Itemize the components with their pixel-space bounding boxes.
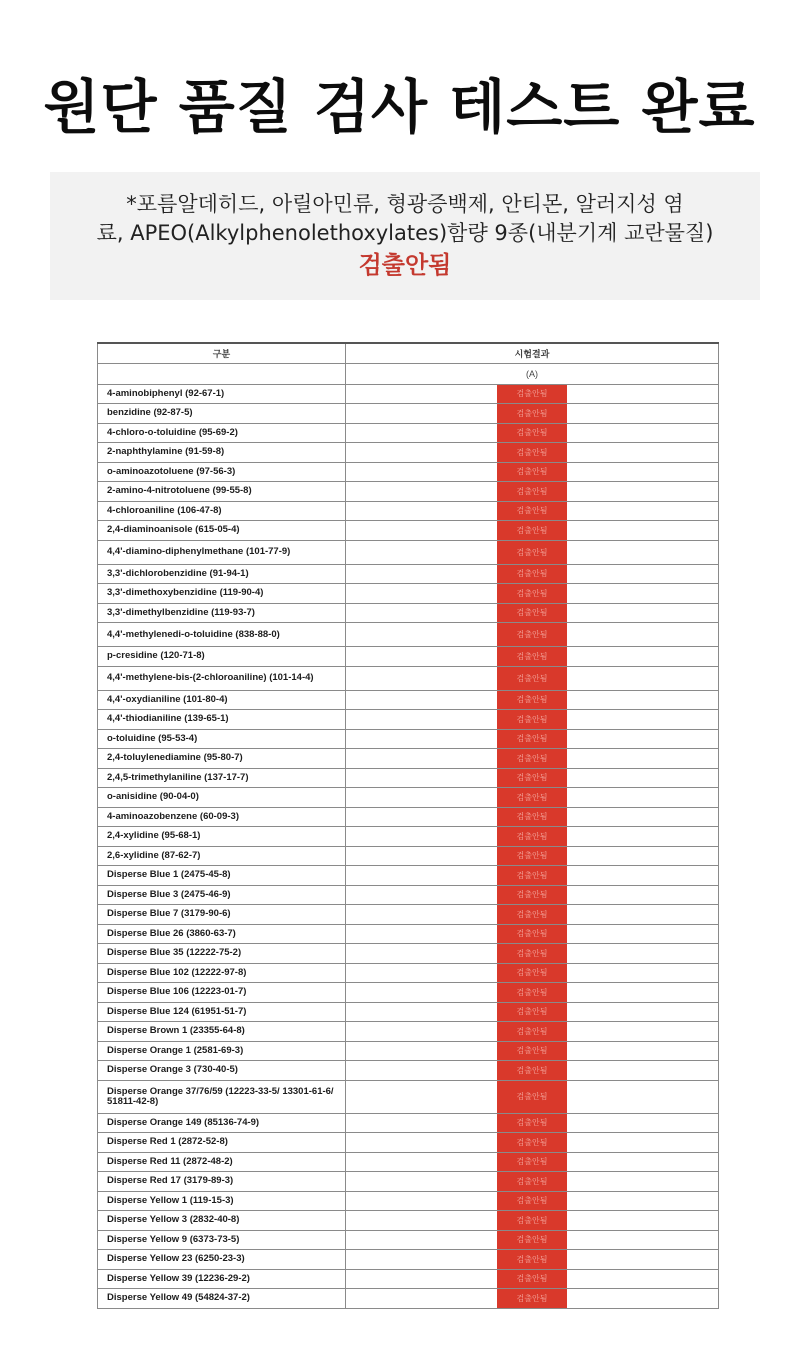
not-detected-badge: 검출안됨 xyxy=(497,1061,567,1081)
table-row xyxy=(98,1133,719,1153)
substance-name: 4,4'-methylene-bis-(2-chloroaniline) (101-14-4) xyxy=(98,666,346,690)
table-row xyxy=(98,1022,719,1042)
substance-name: Disperse Blue 106 (12223-01-7) xyxy=(98,983,346,1003)
result-cell xyxy=(346,905,719,925)
result-cell xyxy=(346,1289,719,1309)
test-results-table xyxy=(97,342,719,1309)
substance-name: Disperse Blue 35 (12222-75-2) xyxy=(98,944,346,964)
not-detected-badge: 검출안됨 xyxy=(497,905,567,925)
table-row xyxy=(98,1080,719,1113)
substance-name: Disperse Blue 3 (2475-46-9) xyxy=(98,885,346,905)
result-cell xyxy=(346,768,719,788)
table-row xyxy=(98,710,719,730)
substance-name: 4-chloroaniline (106-47-8) xyxy=(98,501,346,521)
table-row xyxy=(98,443,719,463)
not-detected-badge: 검출안됨 xyxy=(497,1152,567,1172)
substance-name: 3,3'-dimethylbenzidine (119-93-7) xyxy=(98,603,346,623)
substance-name: Disperse Blue 26 (3860-63-7) xyxy=(98,924,346,944)
not-detected-badge: 검출안됨 xyxy=(497,584,567,604)
notice-result: 검출안됨 xyxy=(358,251,452,279)
table-row xyxy=(98,885,719,905)
table-row xyxy=(98,1113,719,1133)
result-cell xyxy=(346,983,719,1003)
not-detected-badge: 검출안됨 xyxy=(497,1230,567,1250)
substance-name: Disperse Orange 3 (730-40-5) xyxy=(98,1061,346,1081)
not-detected-badge: 검출안됨 xyxy=(497,443,567,463)
not-detected-badge: 검출안됨 xyxy=(497,521,567,541)
not-detected-badge: 검출안됨 xyxy=(497,623,567,647)
substance-name: 2,4,5-trimethylaniline (137-17-7) xyxy=(98,768,346,788)
result-cell xyxy=(346,807,719,827)
result-cell xyxy=(346,846,719,866)
test-report-document xyxy=(97,342,718,1304)
not-detected-badge: 검출안됨 xyxy=(497,1172,567,1192)
table-row xyxy=(98,1061,719,1081)
substance-name: 4,4'-diamino-diphenylmethane (101-77-9) xyxy=(98,540,346,564)
notice-line-1: *포름알데히드, 아릴아민류, 형광증백제, 안티몬, 알러지성 염 xyxy=(126,192,684,216)
result-cell xyxy=(346,462,719,482)
substance-name: Disperse Yellow 23 (6250-23-3) xyxy=(98,1250,346,1270)
result-cell xyxy=(346,603,719,623)
result-cell xyxy=(346,729,719,749)
result-cell xyxy=(346,788,719,808)
not-detected-badge: 검출안됨 xyxy=(497,647,567,667)
table-row xyxy=(98,1172,719,1192)
result-cell xyxy=(346,885,719,905)
not-detected-badge: 검출안됨 xyxy=(497,482,567,502)
substance-name: Disperse Orange 1 (2581-69-3) xyxy=(98,1041,346,1061)
not-detected-badge: 검출안됨 xyxy=(497,963,567,983)
substance-name: Disperse Yellow 39 (12236-29-2) xyxy=(98,1269,346,1289)
not-detected-badge: 검출안됨 xyxy=(497,924,567,944)
substance-name: o-toluidine (95-53-4) xyxy=(98,729,346,749)
not-detected-badge: 검출안됨 xyxy=(497,1002,567,1022)
substance-name: Disperse Orange 149 (85136-74-9) xyxy=(98,1113,346,1133)
result-cell xyxy=(346,647,719,667)
result-cell xyxy=(346,1211,719,1231)
not-detected-badge: 검출안됨 xyxy=(497,846,567,866)
table-row xyxy=(98,603,719,623)
substance-name: 2-naphthylamine (91-59-8) xyxy=(98,443,346,463)
table-row xyxy=(98,540,719,564)
not-detected-badge: 검출안됨 xyxy=(497,423,567,443)
substance-name: Disperse Blue 102 (12222-97-8) xyxy=(98,963,346,983)
substance-name: Disperse Brown 1 (23355-64-8) xyxy=(98,1022,346,1042)
table-row xyxy=(98,846,719,866)
table-row xyxy=(98,866,719,886)
not-detected-badge: 검출안됨 xyxy=(497,807,567,827)
result-cell xyxy=(346,1041,719,1061)
substance-name: 4,4'-thiodianiline (139-65-1) xyxy=(98,710,346,730)
table-row xyxy=(98,666,719,690)
table-row xyxy=(98,983,719,1003)
not-detected-badge: 검출안됨 xyxy=(497,1080,567,1113)
table-row xyxy=(98,788,719,808)
table-row xyxy=(98,1211,719,1231)
not-detected-badge: 검출안됨 xyxy=(497,1289,567,1309)
substance-name: benzidine (92-87-5) xyxy=(98,404,346,424)
not-detected-badge: 검출안됨 xyxy=(497,983,567,1003)
result-cell xyxy=(346,944,719,964)
table-row xyxy=(98,924,719,944)
result-cell xyxy=(346,384,719,404)
result-cell xyxy=(346,1061,719,1081)
table-row xyxy=(98,749,719,769)
table-row xyxy=(98,647,719,667)
result-cell xyxy=(346,443,719,463)
not-detected-badge: 검출안됨 xyxy=(497,1269,567,1289)
result-cell xyxy=(346,501,719,521)
result-cell xyxy=(346,623,719,647)
substance-name: 4,4'-methylenedi-o-toluidine (838-88-0) xyxy=(98,623,346,647)
not-detected-badge: 검출안됨 xyxy=(497,866,567,886)
not-detected-badge: 검출안됨 xyxy=(497,729,567,749)
not-detected-badge: 검출안됨 xyxy=(497,788,567,808)
table-row xyxy=(98,462,719,482)
not-detected-badge: 검출안됨 xyxy=(497,462,567,482)
not-detected-badge: 검출안됨 xyxy=(497,690,567,710)
not-detected-badge: 검출안됨 xyxy=(497,944,567,964)
not-detected-badge: 검출안됨 xyxy=(497,540,567,564)
result-cell xyxy=(346,1172,719,1192)
column-header-result: 시험결과 xyxy=(346,343,719,363)
result-cell xyxy=(346,749,719,769)
table-row xyxy=(98,501,719,521)
substance-name: 4-aminoazobenzene (60-09-3) xyxy=(98,807,346,827)
table-row xyxy=(98,521,719,541)
table-row xyxy=(98,384,719,404)
results-body xyxy=(98,384,719,1308)
table-row xyxy=(98,1152,719,1172)
substance-name: 3,3'-dichlorobenzidine (91-94-1) xyxy=(98,564,346,584)
result-cell xyxy=(346,521,719,541)
table-row xyxy=(98,729,719,749)
table-row xyxy=(98,944,719,964)
substance-name: 2,4-xylidine (95-68-1) xyxy=(98,827,346,847)
table-row xyxy=(98,1002,719,1022)
substance-name: 2,6-xylidine (87-62-7) xyxy=(98,846,346,866)
substance-name: o-anisidine (90-04-0) xyxy=(98,788,346,808)
notice-box xyxy=(50,172,760,300)
table-row xyxy=(98,1230,719,1250)
not-detected-badge: 검출안됨 xyxy=(497,1191,567,1211)
result-cell xyxy=(346,1230,719,1250)
result-cell xyxy=(346,482,719,502)
column-header-category: 구분 xyxy=(98,343,346,363)
substance-name: Disperse Red 1 (2872-52-8) xyxy=(98,1133,346,1153)
not-detected-badge: 검출안됨 xyxy=(497,827,567,847)
substance-name: o-aminoazotoluene (97-56-3) xyxy=(98,462,346,482)
not-detected-badge: 검출안됨 xyxy=(497,749,567,769)
table-row xyxy=(98,905,719,925)
substance-name: Disperse Red 11 (2872-48-2) xyxy=(98,1152,346,1172)
substance-name: 4-chloro-o-toluidine (95-69-2) xyxy=(98,423,346,443)
result-cell xyxy=(346,710,719,730)
not-detected-badge: 검출안됨 xyxy=(497,1022,567,1042)
table-row xyxy=(98,482,719,502)
not-detected-badge: 검출안됨 xyxy=(497,384,567,404)
sub-header-blank xyxy=(98,363,346,384)
substance-name: p-cresidine (120-71-8) xyxy=(98,647,346,667)
result-cell xyxy=(346,924,719,944)
table-row xyxy=(98,768,719,788)
table-row xyxy=(98,807,719,827)
table-row xyxy=(98,584,719,604)
not-detected-badge: 검출안됨 xyxy=(497,1211,567,1231)
page-title: 원단 품질 검사 테스트 완료 xyxy=(43,73,756,141)
not-detected-badge: 검출안됨 xyxy=(497,1113,567,1133)
table-row xyxy=(98,963,719,983)
substance-name: 2,4-diaminoanisole (615-05-4) xyxy=(98,521,346,541)
table-row xyxy=(98,423,719,443)
not-detected-badge: 검출안됨 xyxy=(497,1041,567,1061)
substance-name: 2-amino-4-nitrotoluene (99-55-8) xyxy=(98,482,346,502)
table-row xyxy=(98,827,719,847)
result-cell xyxy=(346,564,719,584)
not-detected-badge: 검출안됨 xyxy=(497,1133,567,1153)
result-cell xyxy=(346,963,719,983)
not-detected-badge: 검출안됨 xyxy=(497,1250,567,1270)
result-cell xyxy=(346,1002,719,1022)
substance-name: 2,4-toluylenediamine (95-80-7) xyxy=(98,749,346,769)
substance-name: 3,3'-dimethoxybenzidine (119-90-4) xyxy=(98,584,346,604)
not-detected-badge: 검출안됨 xyxy=(497,768,567,788)
substance-name: Disperse Blue 7 (3179-90-6) xyxy=(98,905,346,925)
not-detected-badge: 검출안됨 xyxy=(497,603,567,623)
result-cell xyxy=(346,423,719,443)
result-cell xyxy=(346,1080,719,1113)
result-cell xyxy=(346,1022,719,1042)
table-row xyxy=(98,690,719,710)
table-row xyxy=(98,1250,719,1270)
result-cell xyxy=(346,666,719,690)
table-row xyxy=(98,623,719,647)
result-cell xyxy=(346,1152,719,1172)
substance-name: 4-aminobiphenyl (92-67-1) xyxy=(98,384,346,404)
substance-name: Disperse Yellow 3 (2832-40-8) xyxy=(98,1211,346,1231)
not-detected-badge: 검출안됨 xyxy=(497,710,567,730)
not-detected-badge: 검출안됨 xyxy=(497,564,567,584)
result-cell xyxy=(346,540,719,564)
substance-name: 4,4'-oxydianiline (101-80-4) xyxy=(98,690,346,710)
not-detected-badge: 검출안됨 xyxy=(497,666,567,690)
result-cell xyxy=(346,1250,719,1270)
not-detected-badge: 검출안됨 xyxy=(497,885,567,905)
table-row xyxy=(98,1041,719,1061)
substance-name: Disperse Orange 37/76/59 (12223-33-5/ 13301-61-6/ 51811-42-8) xyxy=(98,1080,346,1113)
table-row xyxy=(98,564,719,584)
result-cell xyxy=(346,690,719,710)
result-cell xyxy=(346,1133,719,1153)
table-row xyxy=(98,1191,719,1211)
substance-name: Disperse Yellow 1 (119-15-3) xyxy=(98,1191,346,1211)
sub-header-sample: (A) xyxy=(346,363,719,384)
result-cell xyxy=(346,1269,719,1289)
result-cell xyxy=(346,1113,719,1133)
substance-name: Disperse Red 17 (3179-89-3) xyxy=(98,1172,346,1192)
substance-name: Disperse Blue 124 (61951-51-7) xyxy=(98,1002,346,1022)
result-cell xyxy=(346,866,719,886)
substance-name: Disperse Blue 1 (2475-45-8) xyxy=(98,866,346,886)
table-row xyxy=(98,1269,719,1289)
table-row xyxy=(98,1289,719,1309)
not-detected-badge: 검출안됨 xyxy=(497,404,567,424)
result-cell xyxy=(346,404,719,424)
result-cell xyxy=(346,827,719,847)
substance-name: Disperse Yellow 49 (54824-37-2) xyxy=(98,1289,346,1309)
not-detected-badge: 검출안됨 xyxy=(497,501,567,521)
notice-line-2: 료, APEO(Alkylphenolethoxylates)함량 9종(내분기계 교란물질) xyxy=(96,221,714,245)
result-cell xyxy=(346,1191,719,1211)
table-row xyxy=(98,404,719,424)
substance-name: Disperse Yellow 9 (6373-73-5) xyxy=(98,1230,346,1250)
result-cell xyxy=(346,584,719,604)
